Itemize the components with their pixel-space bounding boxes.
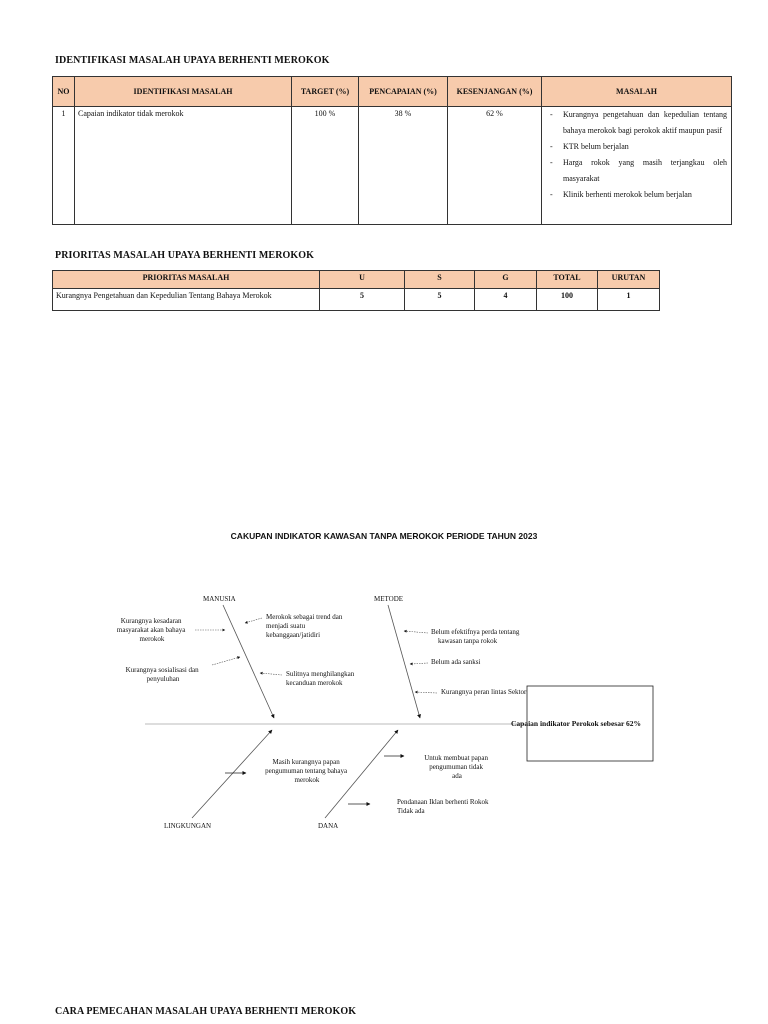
table-row: [53, 289, 660, 311]
col-masalah: MASALAH: [542, 77, 732, 107]
label-manusia: MANUSIA: [203, 595, 236, 603]
col-kesenjangan: KESENJANGAN (%): [448, 77, 542, 107]
cause-text: Belum efektifnya perda tentang kawasan tanpa rokok: [431, 628, 520, 645]
pemecahan-heading: CARA PEMECAHAN MASALAH UPAYA BERHENTI MEROKOK: [55, 1006, 357, 1017]
cell-prioritas: Kurangnya Pengetahuan dan Kepedulian Tentang Bahaya Merokok: [53, 289, 320, 311]
identifikasi-heading: IDENTIFIKASI MASALAH UPAYA BERHENTI MEROKOK: [55, 55, 330, 66]
col-total: TOTAL: [537, 271, 598, 289]
label-dana: DANA: [318, 822, 339, 830]
label-metode: METODE: [374, 595, 404, 603]
cell-target: 100 %: [292, 107, 359, 225]
cell-s: 5: [405, 289, 475, 311]
cause-text: Kurangnya kesadaran masyarakat akan bahaya merokok: [116, 617, 186, 643]
cause-text: Pendanaan Iklan berhenti Rokok Tidak ada: [397, 798, 489, 815]
cause-arrow: [415, 692, 437, 693]
cell-urutan: 1: [598, 289, 660, 311]
identifikasi-table: [52, 76, 732, 225]
list-item: - Kurangnya pengetahuan dan kepedulian tentang bahaya merokok bagi perokok aktif maupun pasif: [550, 107, 727, 139]
diagram-title: CAKUPAN INDIKATOR KAWASAN TANPA MEROKOK PERIODE TAHUN 2023: [230, 531, 538, 541]
cell-kesenjangan: 62 %: [448, 107, 542, 225]
fishbone-diagram: [0, 560, 768, 840]
cause-arrow: [245, 618, 262, 623]
prioritas-table: [52, 270, 660, 311]
col-urutan: URUTAN: [598, 271, 660, 289]
cell-pencapaian: 38 %: [359, 107, 448, 225]
cause-text: Untuk membuat papan pengumuman tidak ada: [424, 754, 489, 780]
cause-text: Kurangnya peran lintas Sektor: [441, 688, 527, 696]
cause-arrow: [404, 631, 428, 633]
table-header-row: [53, 271, 660, 289]
list-item: - Harga rokok yang masih terjangkau oleh masyarakat: [550, 155, 727, 187]
cell-total: 100: [537, 289, 598, 311]
cause-text: Merokok sebagai trend dan menjadi suatu kebanggaan/jatidiri: [266, 613, 343, 639]
cause-arrow: [212, 657, 240, 665]
table-header-row: [53, 77, 732, 107]
cause-text: Kurangnya sosialisasi dan penyuluhan: [125, 666, 199, 683]
col-target: TARGET (%): [292, 77, 359, 107]
cell-g: 4: [475, 289, 537, 311]
masalah-list: [550, 107, 727, 203]
col-identifikasi: IDENTIFIKASI MASALAH: [75, 77, 292, 107]
cause-text: Belum ada sanksi: [431, 658, 481, 666]
col-pencapaian: PENCAPAIAN (%): [359, 77, 448, 107]
col-s: S: [405, 271, 475, 289]
col-g: G: [475, 271, 537, 289]
col-u: U: [320, 271, 405, 289]
cause-arrow: [260, 673, 282, 675]
col-no: NO: [53, 77, 75, 107]
col-prioritas: PRIORITAS MASALAH: [53, 271, 320, 289]
label-lingkungan: LINGKUNGAN: [164, 822, 212, 830]
bone-lingkungan: [192, 730, 272, 818]
effect-text: Capaian indikator Perokok sebesar 62%: [511, 719, 642, 728]
bone-metode: [388, 605, 420, 718]
cell-masalah: [542, 107, 732, 225]
list-item: - KTR belum berjalan: [550, 139, 727, 155]
cause-arrow: [410, 663, 428, 664]
cell-no: 1: [53, 107, 75, 225]
list-item: - Klinik berhenti merokok belum berjalan: [550, 187, 727, 203]
table-row: [53, 107, 732, 225]
cell-identifikasi: Capaian indikator tidak merokok: [75, 107, 292, 225]
cell-u: 5: [320, 289, 405, 311]
prioritas-heading: PRIORITAS MASALAH UPAYA BERHENTI MEROKOK: [55, 250, 315, 261]
cause-text: Sulitnya menghilangkan kecanduan merokok: [286, 670, 355, 687]
cause-text: Masih kurangnya papan pengumuman tentang bahaya merokok: [265, 758, 348, 784]
